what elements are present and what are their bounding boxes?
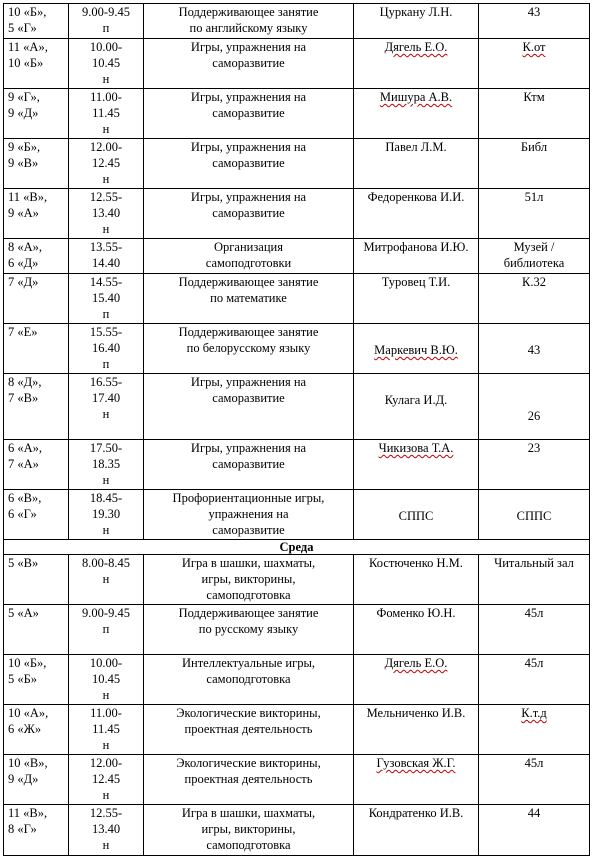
room-label: 51л [524, 190, 544, 204]
activity-cell [144, 189, 354, 239]
room-label: 43 [527, 343, 541, 357]
table-row [4, 555, 590, 605]
class-line: 9 «Г», [8, 90, 40, 104]
time-line: 11.45 [92, 722, 120, 736]
teacher-name: Дягель Е.О. [384, 40, 448, 54]
time-line: н [102, 122, 110, 136]
activity-line: Профориентационные игры, [172, 491, 325, 505]
time-line: 12.55- [89, 190, 123, 204]
table-row [4, 89, 590, 139]
day-header-row [4, 540, 590, 555]
teacher-cell [354, 39, 479, 89]
activity-line: саморазвитие [212, 391, 285, 405]
time-line: 17.50- [89, 441, 123, 455]
activity-line: по белорусскому языку [186, 341, 311, 355]
activity-line: Игры, упражнения на [190, 375, 307, 389]
activity-cell [144, 4, 354, 39]
time-line: н [102, 838, 110, 852]
activity-line: упражнения на [208, 507, 289, 521]
time-line: 19.30 [91, 507, 121, 521]
room-cell [479, 655, 590, 705]
class-line: 5 «Г» [8, 21, 37, 35]
class-cell [4, 805, 69, 856]
teacher-name: Туровец Т.И. [381, 275, 451, 289]
time-line: н [102, 788, 110, 802]
teacher-cell [354, 89, 479, 139]
table-row [4, 440, 590, 490]
teacher-cell [354, 805, 479, 856]
time-line: н [102, 572, 110, 586]
table-row [4, 655, 590, 705]
activity-line: Организация [214, 240, 283, 254]
room-label: Читальный зал [494, 556, 574, 570]
activity-line: проектная деятельность [184, 722, 313, 736]
activity-line: Поддерживающее занятие [178, 275, 319, 289]
class-cell [4, 705, 69, 755]
class-cell [4, 755, 69, 805]
schedule-table [3, 3, 590, 856]
teacher-name: Цуркану Л.Н. [379, 5, 453, 19]
room-label: 45л [524, 656, 544, 670]
activity-line: Игры, упражнения на [190, 140, 307, 154]
time-line: н [102, 688, 110, 702]
time-cell [69, 374, 144, 440]
room-label: К.от [522, 40, 546, 54]
time-line: 9.00-9.45 [82, 606, 130, 620]
time-cell [69, 490, 144, 540]
room-cell [479, 39, 590, 89]
time-line: 10.45 [91, 672, 121, 686]
teacher-cell [354, 139, 479, 189]
time-cell [69, 755, 144, 805]
room-label: Ктм [523, 90, 545, 104]
activity-line: Поддерживающее занятие [178, 5, 319, 19]
activity-cell [144, 39, 354, 89]
time-line: п [102, 307, 110, 321]
time-line: 17.40 [91, 391, 121, 405]
activity-cell [144, 605, 354, 655]
time-line: 16.55- [89, 375, 123, 389]
time-line: 12.00- [89, 140, 123, 154]
time-line: п [102, 622, 110, 636]
teacher-cell [354, 755, 479, 805]
room-label: 45л [524, 606, 544, 620]
room-label: 44 [527, 806, 541, 820]
room-cell [479, 374, 590, 440]
time-cell [69, 705, 144, 755]
time-cell [69, 39, 144, 89]
time-line: н [102, 172, 110, 186]
room-label: 26 [527, 409, 541, 423]
class-line: 6 «Д» [8, 256, 39, 270]
class-line: 7 «Е» [8, 325, 38, 339]
activity-cell [144, 705, 354, 755]
activity-cell [144, 655, 354, 705]
activity-line: Интеллектуальные игры, [182, 656, 315, 670]
time-line: 12.45 [91, 156, 121, 170]
activity-cell [144, 324, 354, 374]
class-line: 8 «Д», [8, 375, 42, 389]
class-line: 6 «А», [8, 441, 43, 455]
teacher-cell [354, 555, 479, 605]
activity-line: проектная деятельность [184, 772, 313, 786]
time-cell [69, 555, 144, 605]
time-cell [69, 655, 144, 705]
teacher-name: Федоренкова И.И. [367, 190, 465, 204]
class-cell [4, 324, 69, 374]
activity-line: по русскому языку [198, 622, 299, 636]
time-line: 12.55- [89, 806, 123, 820]
teacher-cell [354, 655, 479, 705]
activity-line: саморазвитие [212, 457, 285, 471]
class-line: 8 «А», [8, 240, 43, 254]
class-cell [4, 274, 69, 324]
class-cell [4, 189, 69, 239]
time-line: 18.45- [89, 491, 123, 505]
table-row [4, 4, 590, 39]
time-line: 10.00- [89, 656, 123, 670]
time-line: н [102, 523, 110, 537]
time-cell [69, 274, 144, 324]
teacher-name: Костюченко Н.М. [369, 556, 463, 570]
class-line: 6 «В», [8, 491, 42, 505]
teacher-name: Павел Л.М. [385, 140, 447, 154]
class-cell [4, 655, 69, 705]
class-line: 7 «В» [8, 391, 39, 405]
room-cell [479, 605, 590, 655]
time-cell [69, 139, 144, 189]
class-cell [4, 440, 69, 490]
class-line: 10 «Б», [8, 656, 47, 670]
time-line: н [102, 407, 110, 421]
activity-line: самоподготовка [206, 838, 291, 852]
day-header: Среда [4, 540, 590, 555]
teacher-cell [354, 239, 479, 274]
time-line: 16.40 [91, 341, 121, 355]
class-line: 6 «Г» [8, 507, 37, 521]
time-line: 12.00- [89, 756, 123, 770]
time-line: 15.40 [91, 291, 121, 305]
class-line: 10 «В», [8, 756, 48, 770]
table-row [4, 39, 590, 89]
activity-line: самоподготовка [206, 672, 291, 686]
time-line: н [102, 72, 110, 86]
activity-cell [144, 239, 354, 274]
room-line: Музей / [513, 240, 555, 254]
class-line: 10 «Б» [8, 56, 44, 70]
class-line: 8 «Г» [8, 822, 37, 836]
time-line: н [102, 473, 110, 487]
activity-cell [144, 490, 354, 540]
time-line: 10.00- [89, 40, 123, 54]
room-cell [479, 705, 590, 755]
teacher-name: Фоменко Ю.Н. [376, 606, 456, 620]
activity-cell [144, 440, 354, 490]
teacher-name: Чикизова Т.А. [378, 441, 454, 455]
activity-line: Экологические викторины, [176, 756, 321, 770]
time-line: 15.55- [89, 325, 123, 339]
class-line: 11 «А», [8, 40, 48, 54]
room-cell [479, 324, 590, 374]
activity-line: Поддерживающее занятие [178, 606, 319, 620]
teacher-name: Дягель Е.О. [384, 656, 448, 670]
activity-line: Игра в шашки, шахматы, [181, 556, 316, 570]
activity-cell [144, 139, 354, 189]
activity-line: Игры, упражнения на [190, 441, 307, 455]
room-label: СППС [516, 509, 552, 523]
teacher-name: Мишура А.В. [379, 90, 453, 104]
time-line: 18.35 [91, 457, 121, 471]
time-line: 14.40 [91, 256, 121, 270]
room-cell [479, 755, 590, 805]
time-cell [69, 805, 144, 856]
class-line: 10 «А», [8, 706, 49, 720]
time-cell [69, 89, 144, 139]
room-cell [479, 805, 590, 856]
activity-line: игры, викторины, [201, 822, 296, 836]
time-cell [69, 239, 144, 274]
class-line: 6 «Ж» [8, 722, 42, 736]
teacher-name: Митрофанова И.Ю. [363, 240, 469, 254]
room-cell [479, 239, 590, 274]
class-cell [4, 555, 69, 605]
time-line: 11.00- [90, 90, 122, 104]
room-cell [479, 274, 590, 324]
time-line: 10.45 [91, 56, 121, 70]
room-label: К.т.д [521, 706, 547, 720]
teacher-cell [354, 605, 479, 655]
teacher-name: Кулага И.Д. [384, 393, 448, 407]
time-line: 9.00-9.45 [82, 5, 130, 19]
room-label: Библ [520, 140, 548, 154]
activity-line: Игры, упражнения на [190, 190, 307, 204]
class-cell [4, 374, 69, 440]
room-label: 45л [524, 756, 544, 770]
room-cell [479, 490, 590, 540]
table-row [4, 374, 590, 440]
activity-line: самоподготовки [205, 256, 292, 270]
class-line: 10 «Б», [8, 5, 47, 19]
time-cell [69, 189, 144, 239]
activity-line: по английскому языку [189, 21, 308, 35]
activity-line: самоподготовка [206, 588, 291, 602]
teacher-name: Гузовская Ж.Г. [376, 756, 456, 770]
time-cell [69, 324, 144, 374]
teacher-name: СППС [398, 509, 434, 523]
table-row [4, 605, 590, 655]
teacher-cell [354, 189, 479, 239]
activity-line: саморазвитие [212, 56, 285, 70]
room-label: 43 [527, 5, 541, 19]
teacher-cell [354, 440, 479, 490]
class-line: 7 «А» [8, 457, 39, 471]
time-cell [69, 4, 144, 39]
time-line: н [102, 222, 110, 236]
teacher-cell [354, 490, 479, 540]
class-line: 9 «А» [8, 206, 39, 220]
activity-line: Игра в шашки, шахматы, [181, 806, 316, 820]
class-line: 11 «В», [8, 190, 48, 204]
class-line: 9 «Б», [8, 140, 41, 154]
table-row [4, 755, 590, 805]
activity-line: игры, викторины, [201, 572, 296, 586]
activity-cell [144, 805, 354, 856]
table-row [4, 490, 590, 540]
time-line: 13.40 [91, 206, 121, 220]
class-line: 7 «Д» [8, 275, 39, 289]
room-cell [479, 189, 590, 239]
class-line: 5 «В» [8, 556, 39, 570]
table-row [4, 324, 590, 374]
table-row [4, 239, 590, 274]
time-cell [69, 440, 144, 490]
time-line: н [102, 738, 110, 752]
activity-line: Экологические викторины, [176, 706, 321, 720]
activity-line: Поддерживающее занятие [178, 325, 319, 339]
room-cell [479, 4, 590, 39]
class-line: 11 «В», [8, 806, 48, 820]
activity-cell [144, 89, 354, 139]
class-cell [4, 239, 69, 274]
activity-cell [144, 755, 354, 805]
activity-cell [144, 374, 354, 440]
activity-cell [144, 555, 354, 605]
time-cell [69, 605, 144, 655]
time-line: п [102, 21, 110, 35]
class-cell [4, 4, 69, 39]
activity-line: Игры, упражнения на [190, 40, 307, 54]
activity-line: саморазвитие [212, 156, 285, 170]
teacher-name: Маркевич В.Ю. [374, 343, 458, 357]
room-cell [479, 139, 590, 189]
activity-line: саморазвитие [212, 206, 285, 220]
time-line: 13.40 [91, 822, 121, 836]
teacher-cell [354, 705, 479, 755]
class-cell [4, 89, 69, 139]
table-row [4, 805, 590, 856]
time-line: 11.45 [92, 106, 120, 120]
time-line: 13.55- [89, 240, 123, 254]
time-line: п [102, 357, 110, 371]
class-cell [4, 139, 69, 189]
class-line: 9 «Д» [8, 106, 39, 120]
class-cell [4, 605, 69, 655]
time-line: 11.00- [90, 706, 122, 720]
teacher-cell [354, 324, 479, 374]
room-line: библиотека [503, 256, 565, 270]
teacher-cell [354, 4, 479, 39]
room-label: К.32 [522, 275, 546, 289]
class-line: 9 «В» [8, 156, 39, 170]
room-label: 23 [527, 441, 541, 455]
teacher-name: Кондратенко И.В. [368, 806, 464, 820]
table-row [4, 189, 590, 239]
class-line: 5 «Б» [8, 672, 38, 686]
class-line: 5 «А» [8, 606, 39, 620]
activity-line: саморазвитие [212, 523, 285, 537]
table-row [4, 274, 590, 324]
class-line: 9 «Д» [8, 772, 39, 786]
time-line: 12.45 [91, 772, 121, 786]
teacher-name: Мельниченко И.В. [366, 706, 466, 720]
activity-line: Игры, упражнения на [190, 90, 307, 104]
activity-line: по математике [210, 291, 287, 305]
class-cell [4, 490, 69, 540]
class-cell [4, 39, 69, 89]
time-line: 14.55- [89, 275, 123, 289]
activity-line: саморазвитие [212, 106, 285, 120]
room-cell [479, 440, 590, 490]
teacher-cell [354, 274, 479, 324]
activity-cell [144, 274, 354, 324]
room-cell [479, 555, 590, 605]
table-row [4, 705, 590, 755]
room-cell [479, 89, 590, 139]
teacher-cell [354, 374, 479, 440]
table-row [4, 139, 590, 189]
time-line: 8.00-8.45 [82, 556, 130, 570]
